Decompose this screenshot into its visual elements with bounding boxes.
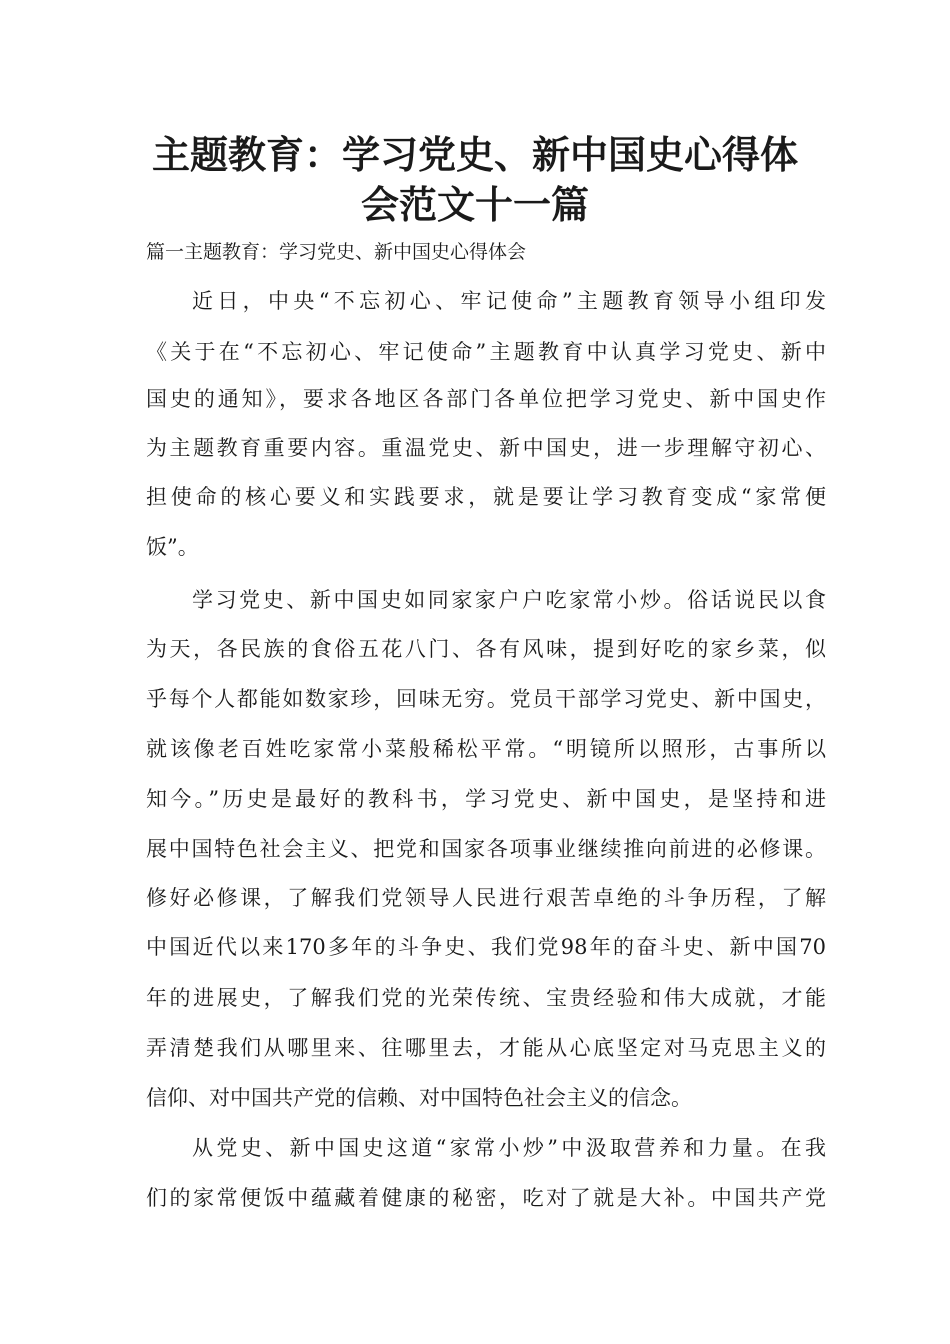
paragraph-line: 近日，中央“不忘初心、牢记使命”主题教育领导小组印发 [192, 289, 826, 313]
paragraph-line: 们的家常便饭中蕴藏着健康的秘密，吃对了就是大补。中国共产党 [146, 1186, 826, 1210]
document-title-line-2: 会范文十一篇 [360, 183, 589, 227]
paragraph-line: 《关于在“不忘初心、牢记使命”主题教育中认真学习党史、新中 [146, 340, 826, 364]
paragraph-line: 国史的通知》，要求各地区各部门各单位把学习党史、新中国史作 [146, 387, 826, 411]
section-heading: 篇一主题教育：学习党史、新中国史心得体会 [146, 241, 527, 263]
paragraph-line: 从党史、新中国史这道“家常小炒”中汲取营养和力量。在我 [192, 1136, 826, 1160]
paragraph-line: 乎每个人都能如数家珍，回味无穷。党员干部学习党史、新中国史， [146, 687, 826, 711]
paragraph-line: 学习党史、新中国史如同家家户户吃家常小炒。俗话说民以食 [192, 588, 826, 612]
paragraph-line: 年的进展史，了解我们党的光荣传统、宝贵经验和伟大成就，才能 [146, 986, 826, 1010]
document-title-line-1: 主题教育：学习党史、新中国史心得体 [151, 133, 798, 177]
paragraph-line: 为主题教育重要内容。重温党史、新中国史，进一步理解守初心、 [146, 436, 826, 460]
paragraph-line: 知今。”历史是最好的教科书，学习党史、新中国史，是坚持和进 [146, 787, 826, 811]
paragraph-line: 信仰、对中国共产党的信赖、对中国特色社会主义的信念。 [146, 1086, 692, 1110]
paragraph-line: 展中国特色社会主义、把党和国家各项事业继续推向前进的必修课。 [146, 837, 826, 861]
paragraph-line: 中国近代以来170多年的斗争史、我们党98年的奋斗史、新中国70 [146, 935, 826, 959]
paragraph-line: 饭”。 [146, 535, 199, 559]
paragraph-line: 弄清楚我们从哪里来、往哪里去，才能从心底坚定对马克思主义的 [146, 1036, 826, 1060]
paragraph-line: 就该像老百姓吃家常小菜般稀松平常。“明镜所以照形，古事所以 [146, 737, 826, 761]
paragraph-line: 为天，各民族的食俗五花八门、各有风味，提到好吃的家乡菜，似 [146, 637, 826, 661]
paragraph-line: 担使命的核心要义和实践要求，就是要让学习教育变成“家常便 [146, 485, 826, 509]
paragraph-line: 修好必修课，了解我们党领导人民进行艰苦卓绝的斗争历程，了解 [146, 886, 826, 910]
